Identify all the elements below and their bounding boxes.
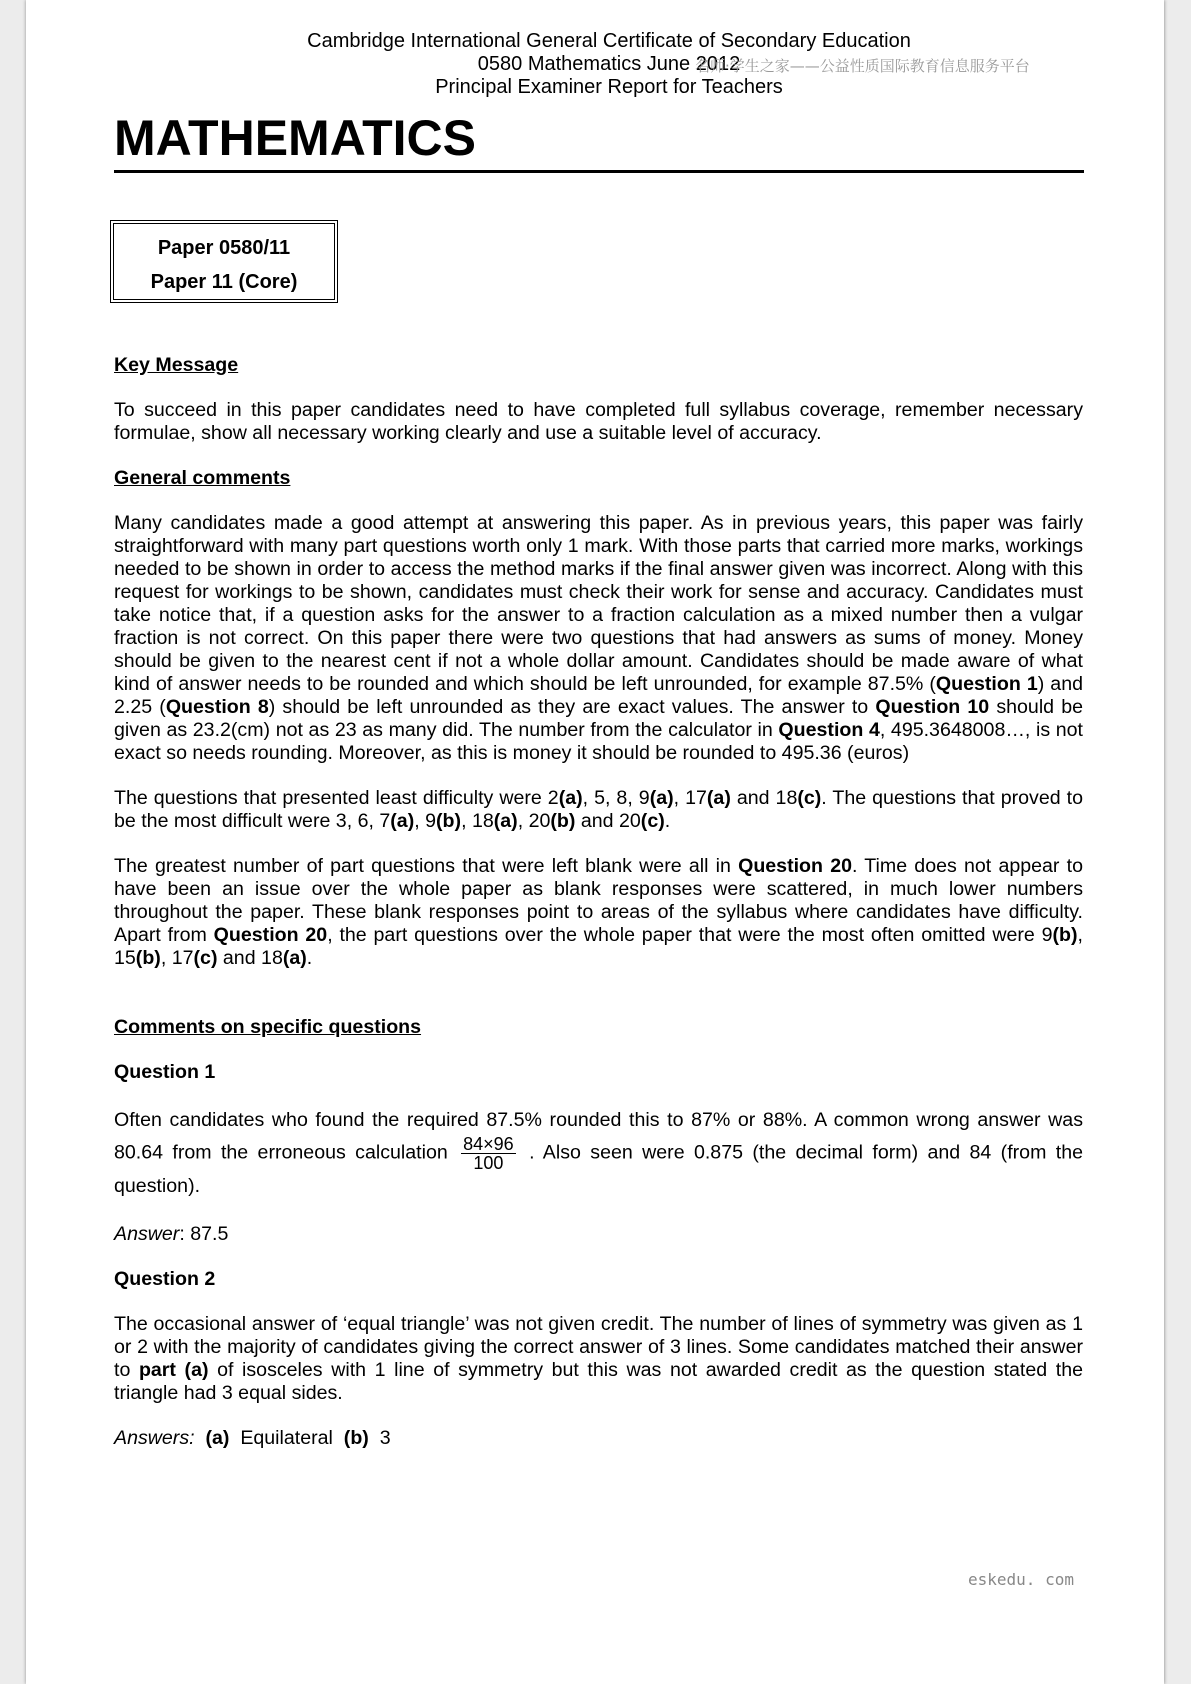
title-divider (114, 170, 1084, 173)
key-message-text: To succeed in this paper candidates need to have completed full syllabus coverage, remember necessary formulae, show all necessary working clearly and use a suitable level of accuracy. (114, 399, 1083, 444)
general-paragraph-2: The questions that presented least difficulty were 2(a), 5, 8, 9(a), 17(a) and 18(c). The questions that proved to be the most difficult were 3, 6, 7(a), 9(b), 18(a), 20(b) and 20(c). (114, 787, 1083, 832)
page-title: MATHEMATICS (114, 110, 476, 166)
report-content (114, 354, 1083, 1450)
question-1-answer: Answer: 87.5 (114, 1223, 229, 1245)
document-page (26, 0, 1164, 1684)
footer-watermark: eskedu. com (968, 1570, 1074, 1589)
fraction: $\frac{84\times 96}{100}$ (463, 1134, 514, 1173)
question-2-text: The occasional answer of ‘equal triangle’ was not given credit. The number of lines of symmetry was given as 1 or 2 with the majority of candidates giving the correct answer of 3 lines. Some candidates matched their answer to part (a) of isosceles with 1 line of symmetry but this was not awarded credit as the question stated the triangle had 3 equal sides. (114, 1313, 1083, 1404)
general-paragraph-1: Many candidates made a good attempt at answering this paper. As in previous years, this paper was fairly straightforward with many part questions worth only 1 mark. With those parts that carried more marks, workings needed to be shown in order to access the method marks if the final answer given was incorrect. Along with this request for workings to be shown, candidates must check their work for sense and accuracy. Candidates must take notice that, if a question asks for the answer to a fraction calculation as a mixed number then a vulgar fraction is not correct. On this paper there were two questions that had answers as sums of money. Money should be given to the nearest cent if not a whole dollar amount. Candidates should be made aware of what kind of answer needs to be rounded and which should be left unrounded, for example 87.5% (Question 1) and 2.25 (Question 8) should be left unrounded as they are exact values. The answer to Question 10 should be given as 23.2(cm) not as 23 as many did. The number from the calculator in Question 4, 495.3648008…, is not exact so needs rounding. Moreover, as this is money it should be rounded to 495.36 (euros) (114, 512, 1083, 764)
header-line-2: 0580 Mathematics June 2012 (477, 53, 741, 75)
paper-info-box (110, 220, 338, 303)
question-1-text: Often candidates who found the required 87.5% rounded this to 87% or 88%. A common wrong answer was 80.64 from the erroneous calculation $\frac{84\times 96}{100}$ . Also seen were 0.875 (the decimal form) and 84 (from the question). (114, 1109, 1083, 1197)
header-line-1: Cambridge International General Certificate of Secondary Education (307, 30, 911, 52)
question-2-title: Question 2 (114, 1268, 216, 1290)
question-1-title: Question 1 (114, 1061, 216, 1083)
specific-comments-heading: Comments on specific questions (114, 1016, 422, 1038)
general-comments-heading: General comments (114, 467, 291, 489)
paper-name: Paper 11 (Core) (150, 271, 298, 293)
key-message-heading: Key Message (114, 354, 239, 376)
watermark-text: 名师·学生之家——公益性质国际教育信息服务平台 (695, 57, 1030, 75)
paper-code: Paper 0580/11 (157, 237, 291, 259)
question-2-answers: Answers: (a) Equilateral (b) 3 (114, 1427, 391, 1449)
general-paragraph-3: The greatest number of part questions that were left blank were all in Question 20. Time does not appear to have been an issue over the whole paper as blank responses were scattered, in much lower numbers throughout the paper. These blank responses point to areas of the syllabus where candidates have difficulty. Apart from Question 20, the part questions over the whole paper that were the most often omitted were 9(b), 15(b), 17(c) and 18(a). (114, 855, 1083, 969)
header-line-3: Principal Examiner Report for Teachers (435, 76, 783, 98)
